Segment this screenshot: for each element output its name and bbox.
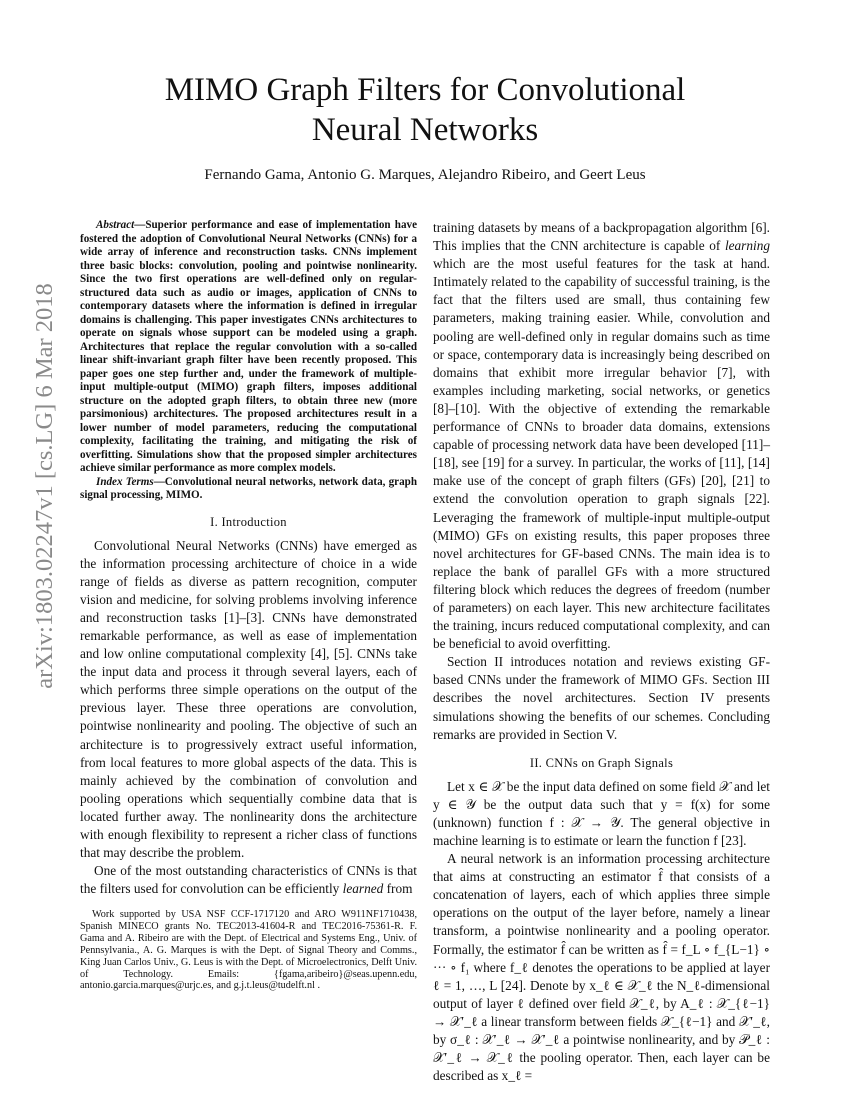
intro-p2-emphasis: learned [342,881,384,897]
footnote [80,909,417,992]
left-column [80,219,417,898]
right-paragraph-2: Section II introduces notation and reviews existing GF-based CNNs under the framework of MIMO GFs. Section III describes the novel architectures. Section IV presents simulations showing the benefits of our schemes. Concluding remarks are provided in Section V. [433,654,770,742]
footnote-text: Work supported by USA NSF CCF-1717120 and ARO W911NF1710438, Spanish MINECO grants No. TEC2013-41604-R and TEC2016-75361-R. F. Gama and A. Ribeiro are with the Dept. of Electrical and Systems Eng., Univ. of Pennsylvania., A. G. Marques is with the Dept. of Signal Theory and Comms., King Juan Carlos Univ., G. Leus is with the Dept. of Microelectronics, Delft Univ. of Technology. Emails: {fgama,aribeiro}@seas.upenn.edu, antonio.garcia.marques@urjc.es, and g.j.t.leus@tudelft.nl . [80,909,417,992]
paper-title [100,70,750,150]
right-p1-text-a: training datasets by means of a backpropagation algorithm [6]. This implies that the CNN architecture is capable of [433,220,770,254]
right-p1-emphasis: learning [724,238,770,254]
abstract-text: —Superior performance and ease of implementation have fostered the adoption of Convolutional Neural Networks (CNNs) for a wide array of inference and reconstruction tasks. CNNs implement three basic blocks: convolution, pooling and pointwise nonlinearity. Since the two first operations are well-defined only on regular-structured data such as audio or images, application of CNNs to contemporary datasets where the information is defined in irregular domains is challenging. This paper investigates CNNs architectures to operate on signals whose support can be modeled using a graph. Architectures that replace the regular convolution with a so-called linear shift-invariant graph filter have been recently proposed. This paper goes one step further and, under the framework of multiple-input multiple-output (MIMO) graph filters, imposes additional structure on the adopted graph filters, to obtain three new (more parsimonious) architectures. The proposed architectures result in a lower number of model parameters, reducing the computational complexity, facilitating the training, and mitigating the risk of overfitting. Simulations show that the proposed simpler architectures achieve similar performance as more complex models. [80,219,417,474]
abstract-label: Abstract [96,219,135,231]
title-line-2: Neural Networks [311,112,539,148]
intro-p2-text-a: One of the most outstanding characteristics of CNNs is that the filters used for convolution can be efficiently [80,863,417,897]
section2-paragraph-2: A neural network is an information processing architecture that aims at constructing an estimator f̂ that consists of a concatenation of layers, each of which applies three simple operations on the output of the layer before, namely a linear transform, a pointwise nonlinearity and a pooling operator. Formally, the estimator f̂ can be written as f̂ = f_L ∘ f_{L−1} ∘ ··· ∘ f₁ where f_ℓ denotes the operations to be applied at layer ℓ = 1, …, L [24]. Denote by x_ℓ ∈ 𝒳_ℓ the N_ℓ-dimensional output of layer ℓ defined over field 𝒳_ℓ, by A_ℓ : 𝒳_{ℓ−1} → 𝒳′_ℓ a linear transform between fields 𝒳_{ℓ−1} and 𝒳′_ℓ, by σ_ℓ : 𝒳′_ℓ → 𝒳′_ℓ a pointwise nonlinearity, and by 𝒫_ℓ : 𝒳′_ℓ → 𝒳_ℓ the pooling operator. Then, each layer can be described as x_ℓ = [433,851,770,1084]
section-heading-cnns-on-graphs: II. CNNs on Graph Signals [529,755,674,770]
arxiv-stamp-text: arXiv:1803.02247v1 [cs.LG] 6 Mar 2018 [31,283,58,689]
section-heading-introduction: I. Introduction [210,514,287,529]
index-terms-text: —Convolutional neural networks, network data, graph signal processing, MIMO. [80,475,417,501]
section2-paragraph-1: Let x ∈ 𝒳 be the input data defined on some field 𝒳 and let y ∈ 𝒴 be the output data such that y = f(x) for some (unknown) function f : 𝒳 → 𝒴. The general objective in machine learning is to estimate or learn the function f [23]. [433,778,770,848]
intro-paragraph-2 [80,862,417,898]
title-line-1: MIMO Graph Filters for Convolutional [164,72,686,108]
intro-paragraph-1: Convolutional Neural Networks (CNNs) have emerged as the information processing architecture of choice in a wide range of fields as diverse as pattern recognition, computer vision and medicine, for solving problems involving inference and reconstruction tasks [1]–[3]. CNNs have demonstrated remarkable performance, as well as ease of implementation and low online computational complexity [4], [5]. CNNs take the input data and process it through several layers, each of which performs three simple operations on the output of the previous layer. These three operations are convolution, pointwise nonlinearity and pooling. The objective of such an architecture is to progressively extract useful information, from local features to more global aspects of the data. This is mainly achieved by the combination of convolution and pooling operations which sequentially combine data that is located further away. The nonlinearity dons the architecture with enough flexibility to represent a richer class of functions that may describe the problem. [80,537,417,861]
index-terms-label: Index Terms [96,475,154,488]
abstract [80,219,417,476]
introduction-body [80,537,417,899]
right-paragraph-1 [433,219,770,653]
index-terms [80,476,417,503]
author-list: Fernando Gama, Antonio G. Marques, Alejandro Ribeiro, and Geert Leus [204,167,646,183]
right-p1-text-b: which are the most useful features for the task at hand. Intimately related to the capability of successful training, is the fact that the filters used are small, thus containing few parameters, making training easier. While, convolution and pooling are well-defined only in regular domains such as time or space, contemporary data is increasingly being described on domains that exhibit more irregular behavior [7], with examples including marketing, social networks, or genetics [8]–[10]. With the objective of extending the remarkable performance of CNNs to broader data domains, extensions capable of processing network data have been developed [11]–[18], see [19] for a survey. In particular, the works of [11], [14] make use of the concept of graph filters (GFs) [20], [21] to extend the convolution operation to graph signals [22]. Leveraging the framework of multiple-input multiple-output (MIMO) GFs on existing results, this paper proposes three novel architectures for GF-based CNNs. The main idea is to replace the bank of parallel GFs with a more structured filtering block which reduces the degrees of freedom (number of parameters) on each layer. This new architecture facilitates the training, incurs reduced computational complexity, and can be beneficial to avoid overfitting. [433,256,770,652]
right-column [433,219,770,1085]
intro-p2-text-b: from [383,881,413,897]
right-column-body [433,219,770,1085]
arxiv-stamp [30,283,60,689]
